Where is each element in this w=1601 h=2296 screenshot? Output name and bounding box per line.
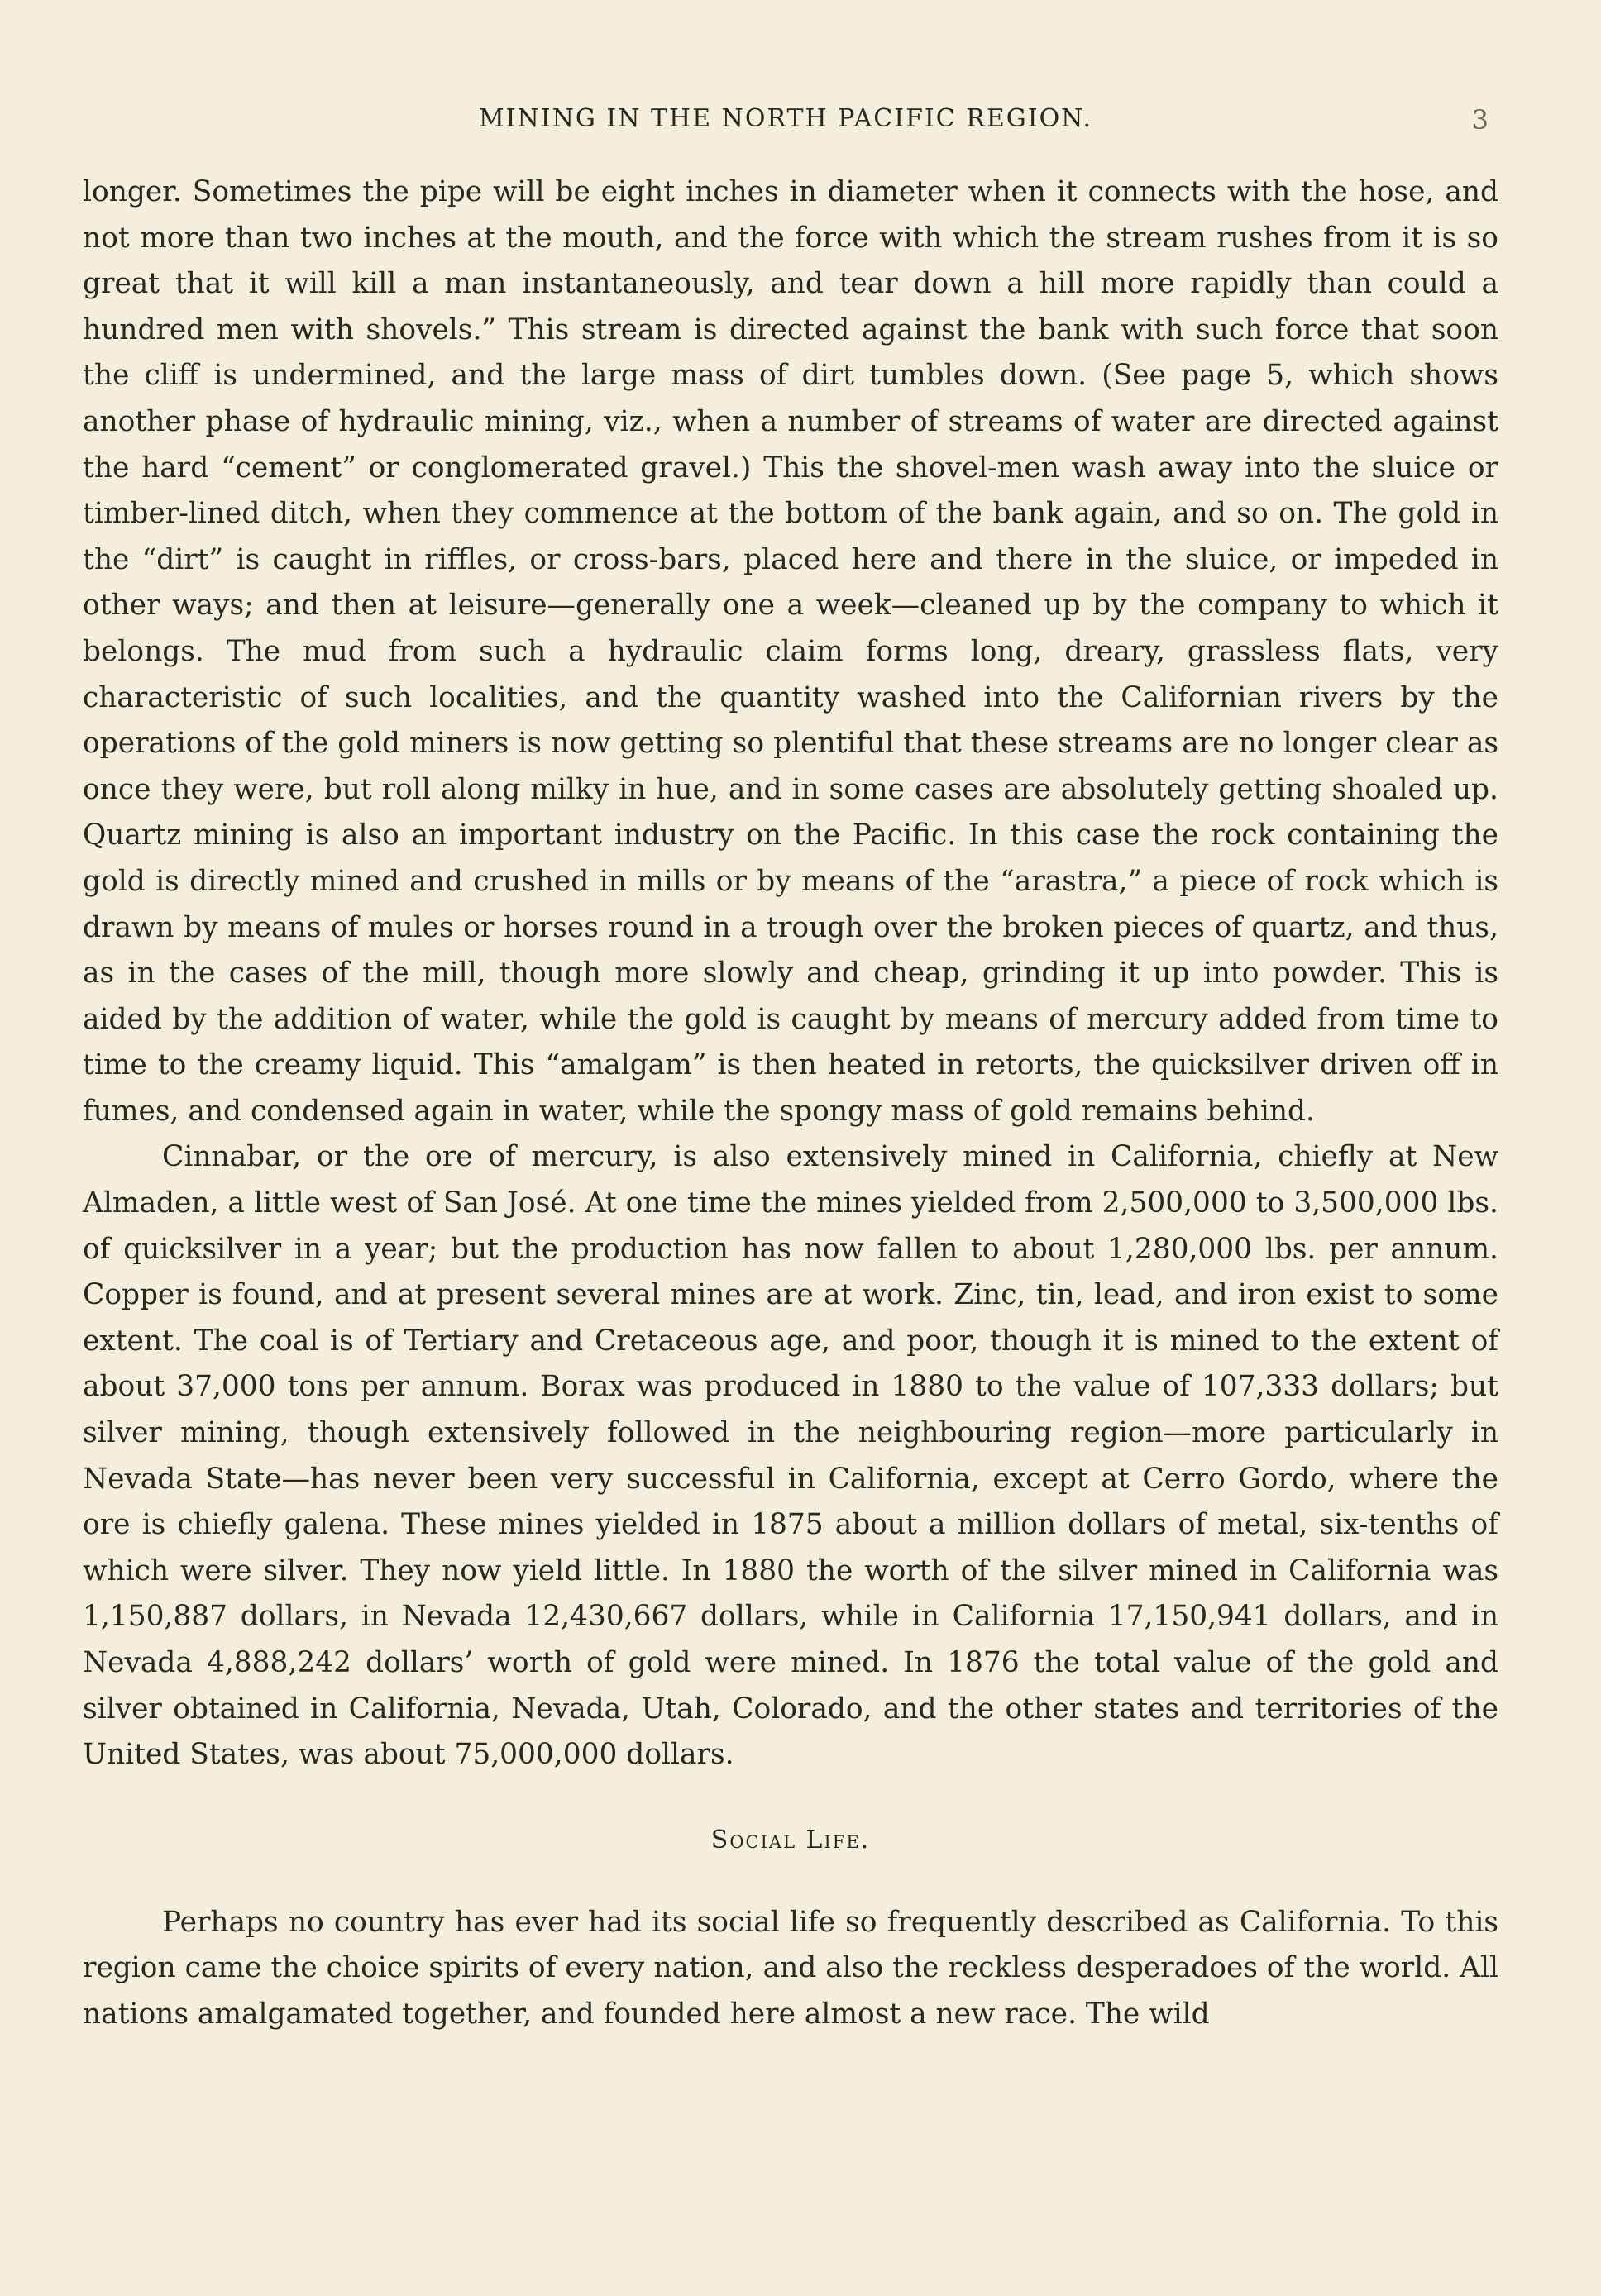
body-text	[83, 169, 1498, 2038]
running-head: MINING IN THE NORTH PACIFIC REGION.	[478, 104, 1093, 133]
page-header	[83, 104, 1489, 144]
section-heading: Social Life.	[710, 1825, 871, 1854]
paragraph-social-life: Perhaps no country has ever had its social life so frequently described as California. To this region came the choice spirits of every nation, and also the reckless desperadoes of the world. All nations amalgamated together, and founded here almost a new race. The wild	[83, 1905, 1498, 2031]
page-number: 3	[1471, 104, 1489, 136]
paragraph-hydraulic-mining: longer. Sometimes the pipe will be eight inches in diameter when it connects with the hose, and not more than two inches at the mouth, and the force with which the stream rushes from it is so great that it will kill a man instantaneously, and tear down a hill more rapidly than could a hundred men with shovels.” This stream is directed against the bank with such force that soon the cliff is undermined, and the large mass of dirt tumbles down. (See page 5, which shows another phase of hydraulic mining, viz., when a number of streams of water are directed against the hard “cement” or conglomerated gravel.) This the shovel-men wash away into the sluice or timber-lined ditch, when they commence at the bottom of the bank again, and so on. The gold in the “dirt” is caught in riffles, or cross-bars, placed here and there in the sluice, or impeded in other ways; and then at leisure—generally one a week—cleaned up by the company to which it belongs. The mud from such a hydraulic claim forms long, dreary, grassless flats, very characteristic of such localities, and the quantity washed into the Californian rivers by the operations of the gold miners is now getting so plentiful that these streams are no longer clear as once they were, but roll along milky in hue, and in some cases are absolutely getting shoaled up. Quartz mining is also an important industry on the Pacific. In this case the rock containing the gold is directly mined and crushed in mills or by means of the “arastra,” a piece of rock which is drawn by means of mules or horses round in a trough over the broken pieces of quartz, and thus, as in the cases of the mill, though more slowly and cheap, grinding it up into powder. This is aided by the addition of water, while the gold is caught by means of mercury added from time to time to the creamy liquid. This “amalgam” is then heated in retorts, the quicksilver driven off in fumes, and condensed again in water, while the spongy mass of gold remains behind.	[83, 175, 1498, 1128]
paragraph-cinnabar: Cinnabar, or the ore of mercury, is also extensively mined in California, chiefly at New Almaden, a little west of San José. At one time the mines yielded from 2,500,000 to 3,500,000 lbs. of quicksilver in a year; but the production has now fallen to about 1,280,000 lbs. per annum. Copper is found, and at present several mines are at work. Zinc, tin, lead, and iron exist to some extent. The coal is of Tertiary and Cretaceous age, and poor, though it is mined to the extent of about 37,000 tons per annum. Borax was produced in 1880 to the value of 107,333 dollars; but silver mining, though extensively followed in the neighbouring region—more particularly in Nevada State—has never been very successful in California, except at Cerro Gordo, where the ore is chiefly galena. These mines yielded in 1875 about a million dollars of metal, six-tenths of which were silver. They now yield little. In 1880 the worth of the silver mined in California was 1,150,887 dollars, in Nevada 12,430,667 dollars, while in California 17,150,941 dollars, and in Nevada 4,888,242 dollars’ worth of gold were mined. In 1876 the total value of the gold and silver obtained in California, Nevada, Utah, Colorado, and the other states and territories of the United States, was about 75,000,000 dollars.	[83, 1140, 1498, 1772]
